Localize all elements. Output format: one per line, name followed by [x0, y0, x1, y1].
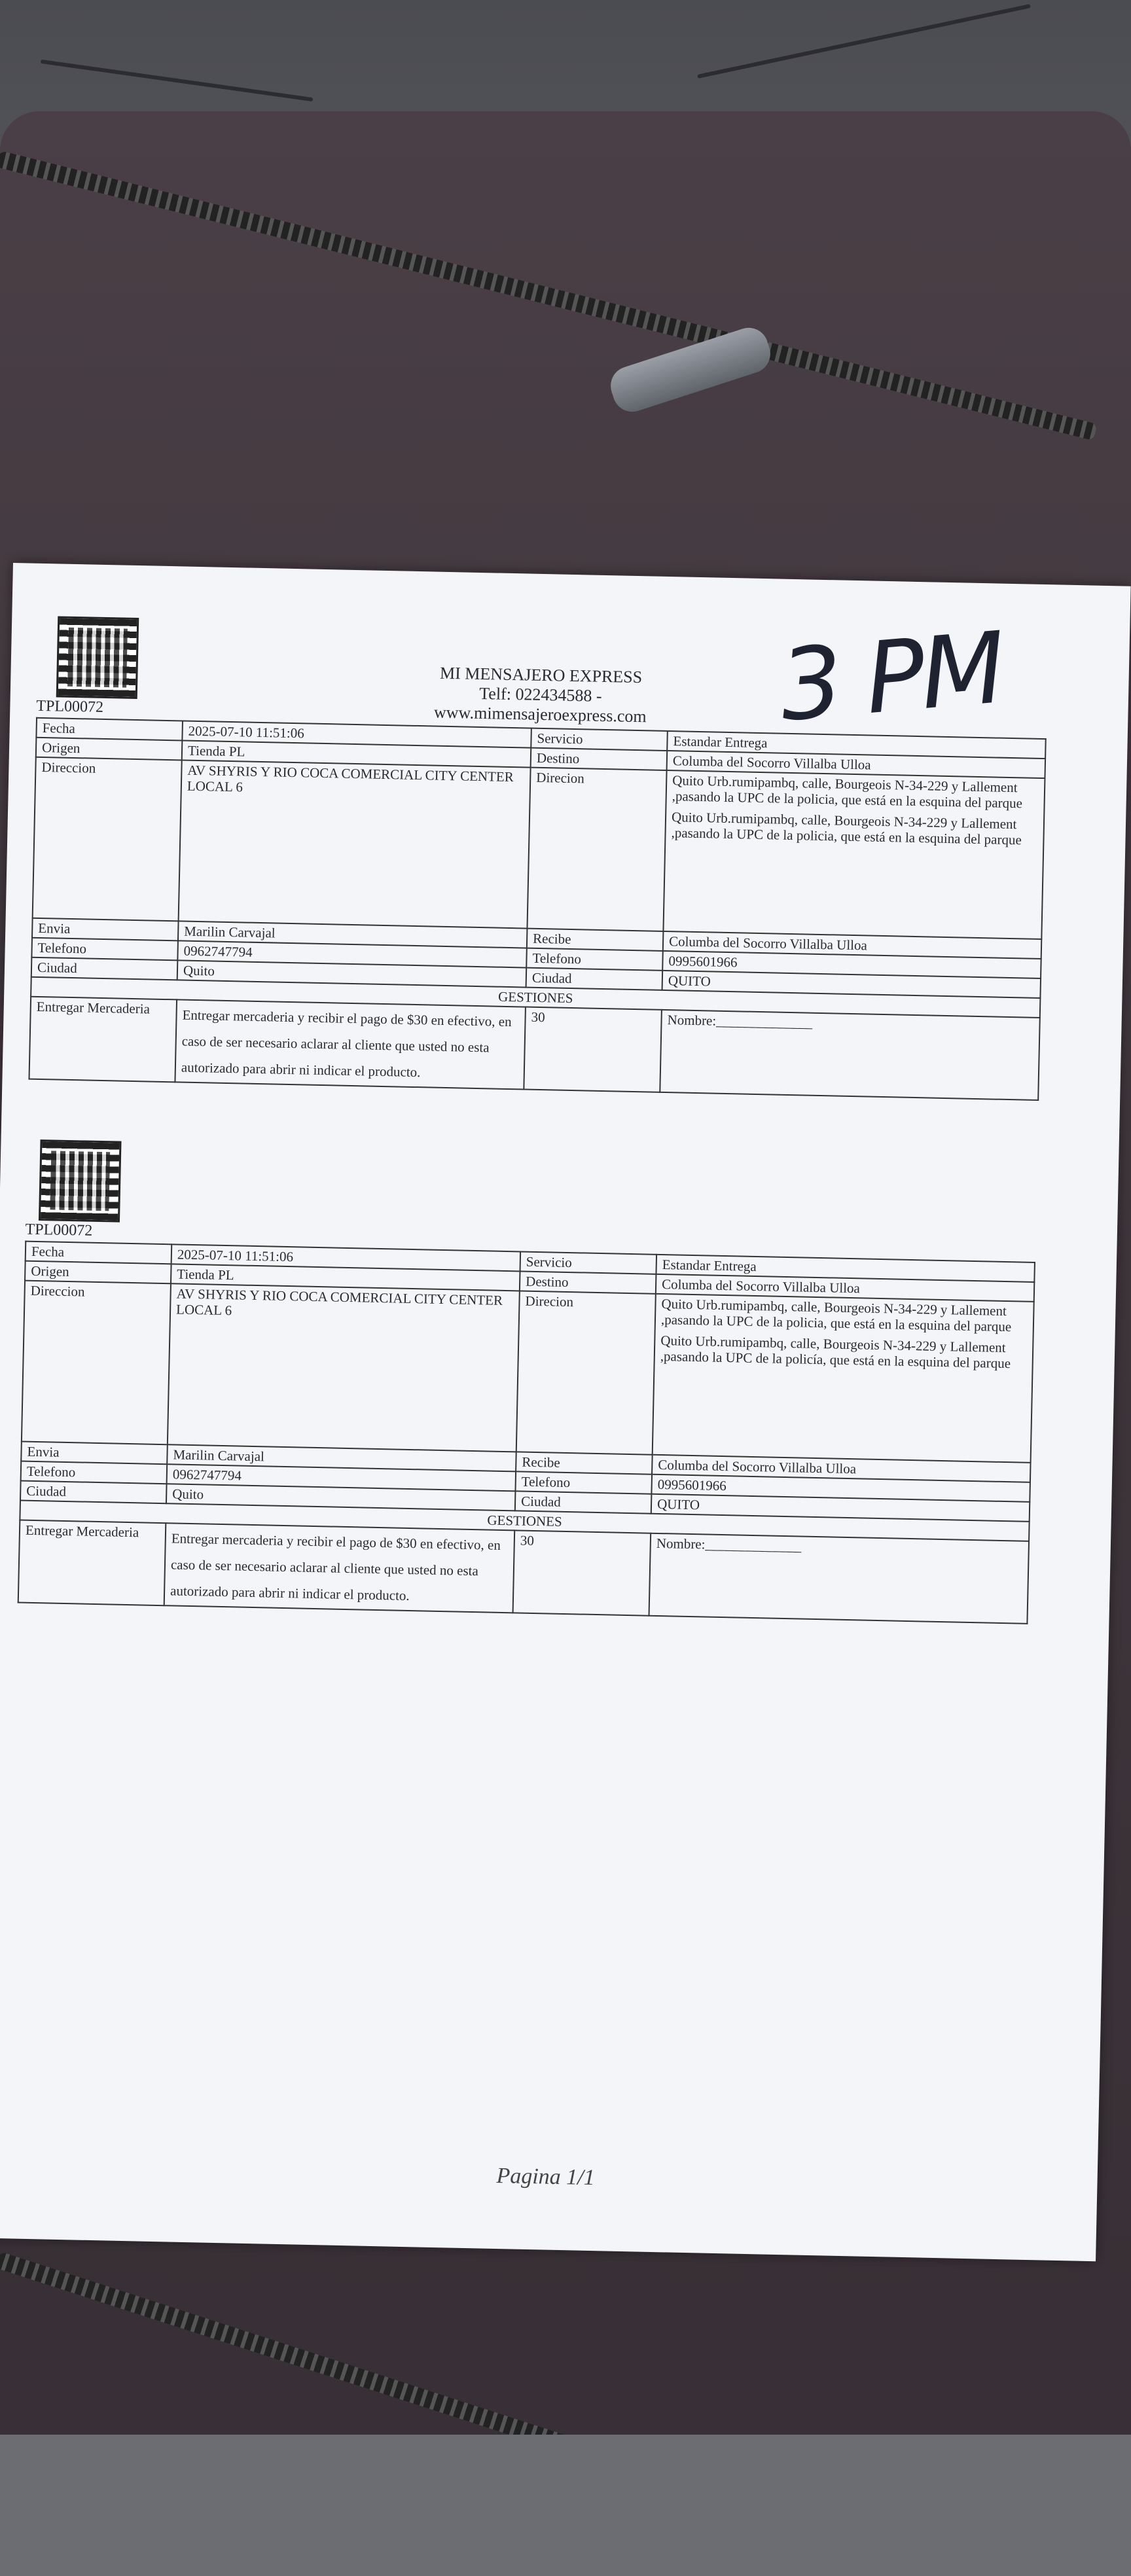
field-value: 0962747794: [167, 1464, 516, 1491]
field-value: Marilin Carvajal: [167, 1444, 516, 1471]
field-value: 2025-07-10 11:51:06: [182, 721, 531, 747]
field-value: QUITO: [662, 971, 1041, 998]
guide-code: TPL00072: [25, 1221, 93, 1240]
handwritten-note: 3 PM: [775, 611, 1007, 744]
field-value: Estandar Entrega: [667, 731, 1046, 759]
nombre-label: Nombre:: [656, 1535, 706, 1552]
gestiones-heading: GESTIONES: [31, 977, 1040, 1018]
qr-code-icon: [39, 1139, 122, 1223]
field-label: Telefono: [21, 1461, 168, 1484]
signature-name-field: Nombre:______________: [660, 1010, 1040, 1100]
page-number: Pagina 1/1: [496, 2164, 596, 2191]
field-label: Direccion: [22, 1281, 171, 1445]
guide-table: [28, 717, 1046, 1101]
field-value: Tienda PL: [171, 1264, 520, 1291]
field-value: Marilin Carvajal: [178, 921, 528, 948]
field-label: Servicio: [520, 1251, 657, 1274]
field-value: [653, 1294, 1034, 1463]
field-label: Recibe: [516, 1452, 653, 1474]
address-line: Quito Urb.rumipambq, calle, Bourgeois N-34-229 y Lallement ,pasando la UPC de la policía, que está en la esquina del parque: [660, 1332, 1011, 1372]
delivery-document: [0, 563, 1131, 2261]
field-label: Fecha: [36, 718, 183, 741]
field-value: AV SHYRIS Y RIO COCA COMERCIAL CITY CENTER LOCAL 6: [168, 1283, 520, 1452]
field-label: Servicio: [531, 728, 668, 751]
field-label: Telefono: [526, 948, 663, 971]
field-value: 0995601966: [651, 1475, 1030, 1502]
guide-code: TPL00072: [36, 697, 104, 716]
field-label: Direccion: [33, 757, 182, 921]
gestion-description: Entregar mercaderia y recibir el pago de $30 en efectivo, en caso de ser necesario aclarar al cliente que usted no esta autorizado para abrir ni indicar el producto.: [164, 1523, 515, 1613]
field-value: Columba del Socorro Villalba Ulloa: [652, 1455, 1031, 1482]
field-label: Origen: [36, 738, 183, 760]
gestion-amount: 30: [513, 1530, 651, 1615]
signature-name-field: Nombre:______________: [649, 1533, 1030, 1624]
guide-table: [18, 1241, 1035, 1624]
field-value: AV SHYRIS Y RIO COCA COMERCIAL CITY CENTER LOCAL 6: [179, 760, 531, 928]
qr-code-icon: [56, 616, 139, 699]
gestion-type: Entregar Mercaderia: [29, 997, 177, 1082]
field-label: Ciudad: [20, 1481, 167, 1504]
field-label: Direcion: [527, 768, 666, 931]
field-label: Ciudad: [31, 957, 178, 980]
field-value: Estandar Entrega: [656, 1255, 1035, 1282]
field-value: [663, 770, 1045, 939]
field-label: Origen: [25, 1261, 171, 1284]
field-value: 0995601966: [662, 951, 1041, 978]
field-label: Envia: [21, 1442, 168, 1465]
field-label: Recibe: [527, 929, 664, 951]
field-value: 0962747794: [177, 940, 527, 967]
field-value: Columba del Socorro Villalba Ulloa: [656, 1274, 1035, 1302]
gestion-description: Entregar mercaderia y recibir el pago de $30 en efectivo, en caso de ser necesario aclarar al cliente que usted no esta autorizado para abrir ni indicar el producto.: [175, 999, 526, 1089]
field-label: Fecha: [26, 1242, 172, 1264]
address-line: Quito Urb.rumipambq, calle, Bourgeois N-34-229 y Lallement ,pasando la UPC de la policia, que está en la esquina del parque: [671, 809, 1022, 848]
gestiones-heading: GESTIONES: [20, 1501, 1029, 1541]
field-value: Quito: [177, 960, 527, 987]
field-value: Columba del Socorro Villalba Ulloa: [663, 931, 1042, 959]
field-value: Tienda PL: [182, 740, 531, 767]
nombre-label: Nombre:: [667, 1012, 717, 1029]
field-label: Direcion: [516, 1291, 656, 1454]
field-value: 2025-07-10 11:51:06: [171, 1244, 521, 1271]
field-value: Columba del Socorro Villalba Ulloa: [667, 751, 1046, 778]
field-label: Ciudad: [515, 1491, 652, 1513]
company-name: MI MENSAJERO EXPRESS: [439, 663, 643, 687]
ground: [0, 2435, 1131, 2576]
address-line: Quito Urb.rumipambq, calle, Bourgeois N-34-229 y Lallement ,pasando la UPC de la policia, que está en la esquina del parque: [672, 772, 1023, 812]
field-label: Envia: [32, 918, 179, 941]
gestion-amount: 30: [524, 1007, 662, 1092]
field-label: Destino: [531, 748, 668, 770]
company-header: [376, 662, 705, 728]
field-label: Telefono: [515, 1471, 652, 1494]
field-label: Ciudad: [526, 968, 663, 990]
gestion-type: Entregar Mercaderia: [18, 1520, 166, 1606]
field-label: Telefono: [31, 938, 178, 961]
field-value: Quito: [166, 1484, 516, 1511]
address-line: Quito Urb.rumipambq, calle, Bourgeois N-34-229 y Lallement ,pasando la UPC de la policia, que está en la esquina del parque: [660, 1295, 1012, 1335]
field-value: QUITO: [651, 1494, 1030, 1522]
field-label: Destino: [520, 1271, 656, 1293]
company-contact: Telf: 022434588 - www.mimensajeroexpress.com: [433, 683, 647, 726]
